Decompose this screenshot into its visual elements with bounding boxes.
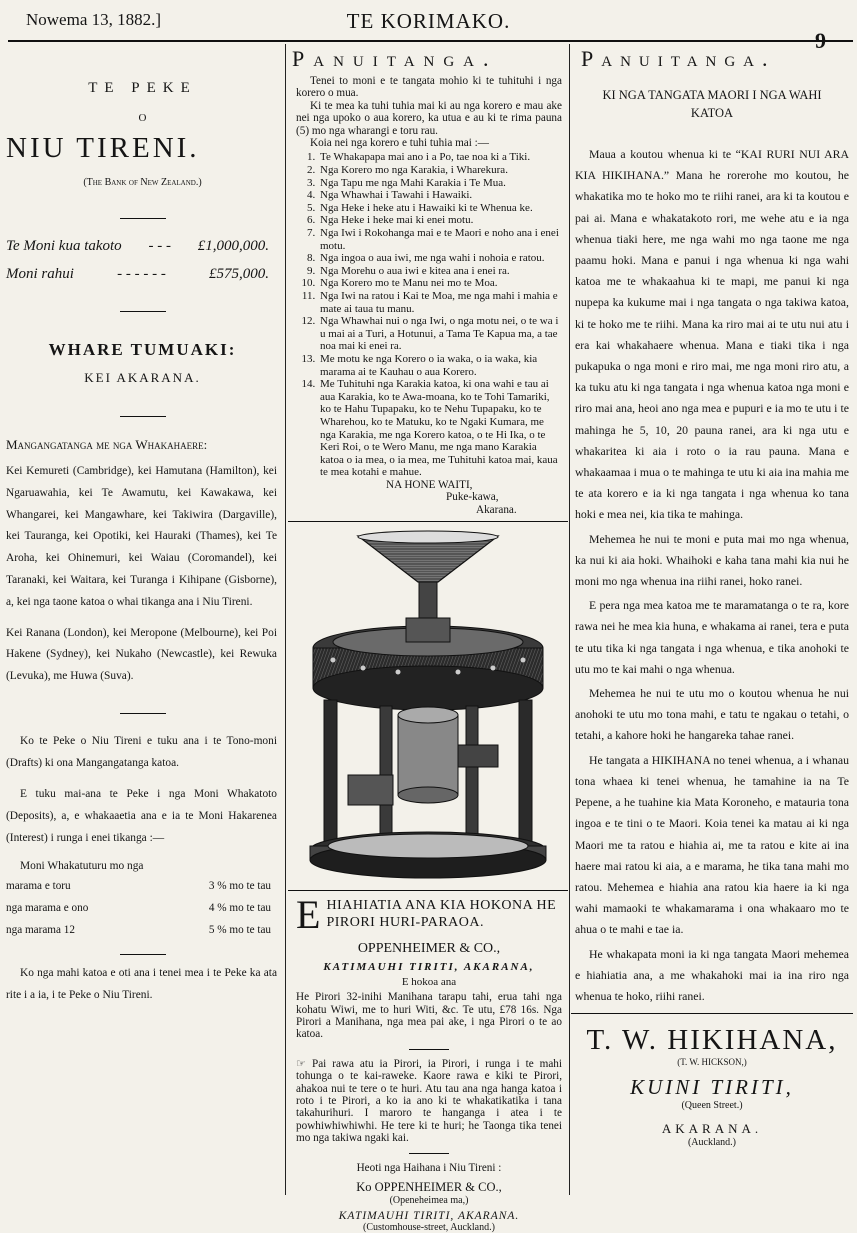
capital-row xyxy=(2,238,283,255)
rate-row xyxy=(2,902,283,924)
list-item: 3. Nga Tapu me nga Mahi Karakia i Te Mua. xyxy=(318,177,562,190)
rate-term: nga marama e ono xyxy=(6,901,89,914)
pirori-for-sale: E hokoa ana xyxy=(401,976,457,989)
signoff-name: T. W. HIKIHANA, xyxy=(586,1024,838,1057)
column-rule xyxy=(569,44,570,1195)
notice-para3: Koia nei nga korero e tuhi tuhia mai :— xyxy=(310,137,489,150)
rates-heading: Moni Whakatuturu mo nga xyxy=(20,859,144,872)
reserve-dashes: - - - - - - xyxy=(117,266,166,282)
deposits-text: E tuku mai-ana te Peke i nga Moni Whakatoto (Deposits), a, e whakaaetia ana e ia te Moni Hakarenea (Interest) i runga i enei tikanga :— xyxy=(6,787,277,844)
agent-name: Ko OPPENHEIMER & CO., xyxy=(356,1179,502,1194)
notice-right-heading: Panuitanga. xyxy=(581,46,776,71)
pirori-description: He Pirori 32-inihi Manihana tarapu tahi, erua tahi nga kohatu Wiwi, me to huri Witi, &c. Te utu, £78 16s. Nga Pirori a Manihana, nga mea pai ake, i nga Pirori o te ao katoa. xyxy=(296,991,562,1041)
agent-street: KATIMAUHI TIRITI, AKARANA. xyxy=(338,1209,520,1222)
capital-value: £1,000,000. xyxy=(197,238,269,254)
notice-heading: Panuitanga. xyxy=(292,46,498,71)
column-rule xyxy=(285,44,286,1195)
flour-mill-illustration xyxy=(288,530,568,886)
masthead xyxy=(0,0,857,53)
issue-date: Nowema 13, 1882.] xyxy=(26,10,162,29)
notice-right-subheading: KI NGA TANGATA MAORI I NGA WAHI KATOA xyxy=(602,88,822,120)
head-office-location: KEI AKARANA. xyxy=(84,370,201,385)
rate-value: 4 % mo te tau xyxy=(208,901,271,914)
list-item: 10. Nga Korero mo te Manu nei mo te Moa. xyxy=(318,277,562,290)
branches-nz: Kei Kemureti (Cambridge), kei Hamutana (Hamilton), kei Ngaruawahia, kei Te Awamutu, kei Kawakawa, kei Whangarei, kei Mangawhare, kei Takiwira (Dargaville), kei Tauranga, kei Opotiki, kei Hauraki (Thames), kei Te Aroha, kei Ohinemuri, kei Waiau (Coromandel), kei Taranaki, kei Waitara, kei Turanga i Kihipane (Gisborne), a, kei nga taone katoa o whai tikanga ana i Niu Tireni. xyxy=(6,465,277,608)
bank-line1: TE PEKE xyxy=(88,80,197,96)
list-item: 12. Nga Whawhai nui o nga Iwi, o nga motu nei, o te wa i u mai ai a Turi, a Hotunui, a Tama Te Kapua ma, a tae noa mai ki enei ra. xyxy=(318,315,562,353)
reserve-value: £575,000. xyxy=(209,266,269,282)
bank-name: NIU TIRENI. xyxy=(6,132,200,164)
signoff-city-english: (Auckland.) xyxy=(687,1137,737,1149)
section-rule xyxy=(288,890,568,891)
rate-value: 3 % mo te tau xyxy=(208,879,271,892)
list-item: 1. Te Whakapapa mai ano i a Po, tae noa ki a Tiki. xyxy=(318,151,562,164)
list-item: 5. Nga Heke i heke atu i Hawaiki ki te Whenua ke. xyxy=(318,202,562,215)
head-office-title: WHARE TUMUAKI: xyxy=(48,340,237,359)
divider xyxy=(409,1049,449,1050)
list-item: 6. Nga Heke i heke mai ki enei motu. xyxy=(318,214,562,227)
signoff-street-english: (Queen Street.) xyxy=(681,1100,743,1112)
agent-sub: (Openeheimea ma,) xyxy=(389,1194,469,1206)
paper-title: TE KORIMAKO. xyxy=(346,9,511,33)
capital-dashes: - - - xyxy=(148,238,171,254)
section-rule xyxy=(571,1013,853,1014)
signoff-city: AKARANA. xyxy=(661,1121,763,1137)
interest-rates-table xyxy=(2,880,283,946)
notice-paragraph: Mehemea he nui te moni e puta mai mo nga whenua, ka nui ki aia hoki. Whaihoki e kaha tana mahi kia nui he moni mo nga whenua ina riihi ranei, hoko ranei. xyxy=(575,531,849,589)
reserve-row xyxy=(2,266,283,283)
notice-list xyxy=(296,151,562,478)
signoff-english: (T. W. HICKSON,) xyxy=(677,1057,747,1068)
divider xyxy=(409,1153,449,1154)
pirori-advertisement xyxy=(288,892,568,1233)
list-item: 14. Me Tuhituhi nga Karakia katoa, ki ona wahi e tau ai aua Karakia, ko te Awa-moana, ko te Tohi Tamariki, ko te Hahu Tupapaku, ko te Nehu Tupapaku, ko te Wharehou, ko te Matuku, ko te Ngaki Kumara, me nga Karakia, me nga Korero katoa, o te Hi Ika, o te Keri Roi, o te Wero Manu, me nga mano Karakia katoa o ia mea, o ia mea, me Tuhituhi katoa mai, kaua te mea kotahi e mahue. xyxy=(318,378,562,479)
list-item: 7. Nga Iwi i Rokohanga mai e te Maori e noho ana i enei motu. xyxy=(318,227,562,252)
reserve-label: Moni rahui xyxy=(6,266,74,282)
notice-place1: Puke-kawa, xyxy=(446,491,499,504)
pirori-company: OPPENHEIMER & CO., xyxy=(357,941,501,957)
bank-line2: O xyxy=(138,112,147,124)
notice-paragraph: Mehemea he nui te utu mo o koutou whenua he nui anohoki te utu mo tona mahi, e tatu te ngakau o tetahi, o tetahi, a kahore hoki he hangareka tahae ranei. xyxy=(575,686,849,743)
list-item: 9. Nga Morehu o aua iwi e kitea ana i enei ra. xyxy=(318,265,562,278)
notice-paragraph: He whakapata moni ia ki nga tangata Maori mehemea e hiahiatia ana, a me whakahoki mai ia ina riro nga whenua te hoko, riihi ranei. xyxy=(575,946,849,1003)
notice-paragraph: E pera nga mea katoa me te maramatanga o te ra, kore rawa nei he mea kia huna, e whakama ai ranei, tera e puta te utu tika ki nga tangata i nga whenua, e tika anohoki te utu mo te kai mahi o nga whenua. xyxy=(575,598,849,676)
hand-pointer-icon: ☞ xyxy=(296,1057,312,1070)
bank-advertisement xyxy=(2,46,283,1195)
closing-text: Ko nga mahi katoa e oti ana i tenei mea i te Peke ka ata rite i a ia, i te Peke o Niu Tireni. xyxy=(6,966,277,1001)
signoff-street: KUINI TIRITI, xyxy=(630,1075,794,1100)
list-item: 13. Me motu ke nga Korero o ia waka, o ia waka, kia marama ai te Kauhau o aua Korero. xyxy=(318,353,562,378)
list-item: 11. Nga Iwi na ratou i Kai te Moa, me nga mahi i mahia e mate ai taua tu manu. xyxy=(318,290,562,315)
notice-place2: Akarana. xyxy=(476,503,517,516)
rate-term: marama e toru xyxy=(6,879,71,892)
section-rule xyxy=(288,521,568,522)
drafts-text: Ko te Peke o Niu Tireni e tuku ana i te Tono-moni (Drafts) ki ona Mangangatanga katoa. xyxy=(6,734,277,769)
agent-street-english: (Customhouse-street, Auckland.) xyxy=(363,1221,495,1233)
notice-paragraph: He tangata a HIKIHANA no tenei whenua, a i whanau tona whaea ki tenei whenua, he tamahine ia na Te Pepene, a he tuahine kia Mata Koroneho, e matauria tona ingoa e te tini o te Maori. Koia tenei ka matau ai ki nga Maori me ta ratou e hiahia ai, me ta ratou e kite ai ina haere mai ratou ki aia, a e marama, he tika tana mahi mo ratou. Mehemea e hiahia ana ratou kia haere ia ki nga wahi mamaoki te whakamarama i ona whakaaro mo te ahua o te mahi e tae ia. xyxy=(575,752,849,937)
capital-label: Te Moni kua takoto xyxy=(6,238,122,254)
agents-heading: Heoti nga Haihana i Niu Tireni : xyxy=(356,1161,502,1174)
notice-signature: NA HONE WAITI, xyxy=(386,478,473,491)
middle-column xyxy=(288,46,568,1233)
rate-row xyxy=(2,924,283,946)
notice-para2: Ki te mea ka tuhi tuhia mai ki au nga korero e mau ake nei nga upoko o aua korero, ka utua e au ki te rima pauna (5) mo nga wharangi e toru rau. xyxy=(296,99,562,137)
rate-row xyxy=(2,880,283,902)
list-item: 2. Nga Korero mo nga Karakia, i Wharekura. xyxy=(318,164,562,177)
notice-intro: Tenei to moni e te tangata mohio ki te tuhituhi i nga korero o mua. xyxy=(296,75,562,100)
pirori-headline: HIAHIATIA ANA KIA HOKONA HE PIRORI HURI-PARAOA. xyxy=(326,898,557,931)
branches-abroad: Kei Ranana (London), kei Meropone (Melbourne), kei Poi Hakene (Sydney), kei Nukaho (Newcastle), kei Rewuka (Levuka), me Huwa (Suva). xyxy=(6,626,277,683)
rate-term: nga marama 12 xyxy=(6,923,75,936)
pirori-note: ☞ Pai rawa atu ia Pirori, ia Pirori, i runga i te mahi tohunga o te kai-raweke. Kaore rawa e kiki te Pirori, ahakoa nui te tere o te huri. Atu tau ana nga hanga katoa i roto i te Pirori, a ko ia ano ki te whakatikatika i tana takahurihuri. I maroro te hanganga i atea i te powhiwhiwhiwhi. He tere ki te huri; he Taonga tika tenei mo nga takiwa ngaki kai. xyxy=(296,1057,562,1145)
notice-paragraph: Maua a koutou whenua ki te “KAI RURI NUI ARA KIA HIKIHANA.” Mana he rorerohe mo koutou, he whakatika mo te hoko mo te riihi ranei, ara ki ta koutou e pai ai. Mana e whakatakoto rori, me wehe atu e ia nga whenua tiaki here, me nga wahi mo nga taone me nga paamu hoki. Mana e panui i nga whenua ki nga wahi katoa me te whakaahua ki te mapi, me panui ki nga nupepa ka kukume mai i nga tangata o nga takiwa katoa, ki te hoko me te riihi. Mana ka riro mai ai te utu nui atu i era kai whakahaere whenua. Mana e tiaki tika i nga pukapuka o nga moni e riro mai, me nga moni riro atu, a ka tuku atu ki nga tangata i nga whenua katoa nga moni e riro mai ana, heoi ano nga mea e pupuri e ia mo te utu i te mahinga he 5, 10, 20 pauna ranei, ara ki nga utu e whakaritea ki aia i roto o ia rau pauna. Mana e whakaamaa i mua o te mahinga te utu ki aia ina mahia me te ata korero e ia ki nga tangata i nga whenua ko tana hoki e mea nei, kia tika te mahinga. xyxy=(575,147,849,522)
right-column xyxy=(571,46,853,1195)
flour-mill-engraving-image xyxy=(288,530,568,886)
bank-english-name: (The Bank of New Zealand.) xyxy=(83,177,202,188)
page-number: 9 xyxy=(815,28,826,53)
drop-cap: E xyxy=(296,892,321,938)
masthead-rule xyxy=(8,40,853,42)
pirori-street: KATIMAUHI TIRITI, AKARANA, xyxy=(323,961,535,974)
rate-value: 5 % mo te tau xyxy=(208,923,271,936)
list-item: 8. Nga ingoa o aua iwi, me nga wahi i nohoia e ratou. xyxy=(318,252,562,265)
list-item: 4. Nga Whawhai i Tawahi i Hawaiki. xyxy=(318,189,562,202)
branches-heading: Mangangatanga me nga Whakahaere: xyxy=(6,437,208,452)
